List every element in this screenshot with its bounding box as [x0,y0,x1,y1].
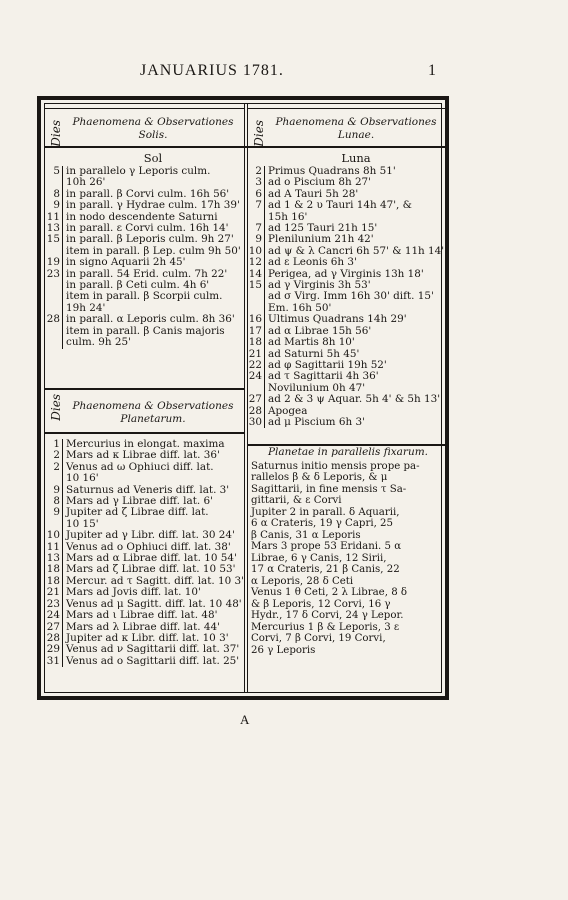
planetarum-entry: Mercur. ad τ Sagitt. diff. lat. 10 3' [66,575,244,587]
sol-row [45,223,244,234]
fixarum-block [251,447,445,656]
planetarum-row [45,542,244,553]
luna-row [247,337,447,348]
sol-row [45,257,244,268]
luna-day: 14 [247,269,265,280]
luna-entry: ad 1 & 2 υ Tauri 14h 47', & [268,200,412,212]
planetarum-day: 21 [45,587,63,598]
planetarum-entry: Mars ad Jovis diff. lat. 10' [66,587,201,599]
luna-entry: Em. 16h 50' [268,302,332,314]
planetarum-row [45,644,244,655]
planetarum-row [45,564,244,575]
luna-day: 15 [247,280,265,291]
luna-entry: ad Saturni 5h 45' [268,348,360,360]
luna-entry: 15h 16' [268,211,308,223]
sol-heading: Phaenomena & Observationes Solis. [72,116,234,141]
sol-day: 19 [45,257,63,268]
sol-row [45,189,244,200]
rule-top-right [247,108,447,109]
planetarum-entry: Mars ad λ Librae diff. lat. 44' [66,621,220,633]
luna-row [247,280,447,291]
planetarum-row [45,610,244,621]
fixarum-line: Venus 1 θ Ceti, 2 λ Librae, 8 δ [251,587,408,598]
luna-row [247,234,447,245]
luna-row [247,189,447,200]
planetarum-day: 31 [45,656,63,667]
planetarum-row [45,473,244,484]
column-divider [244,104,245,692]
fixarum-line: Sagittarii, in fine mensis τ Sa- [251,483,407,495]
planetarum-day: 18 [45,576,63,587]
planetarum-entry: Mars ad ζ Librae diff. lat. 10 53' [66,564,236,576]
luna-day: 6 [247,189,265,200]
luna-entry: ad α Librae 15h 56' [268,325,372,337]
luna-entry: ad ε Leonis 6h 3' [268,257,357,269]
luna-row [247,326,447,337]
luna-day: 10 [247,246,265,257]
planetarum-day: 28 [45,633,63,644]
sol-row [45,291,244,302]
sol-day [45,337,63,348]
sol-entry: in parallelo γ Leporis culm. [66,166,211,177]
planetarum-entry: Mars ad γ Librae diff. lat. 6' [66,496,213,508]
planetarum-day: 8 [45,496,63,507]
luna-row [247,394,447,405]
luna-entry: ad φ Sagittarii 19h 52' [268,359,387,371]
luna-day: 16 [247,314,265,325]
luna-day: 17 [247,326,265,337]
planetarum-entry: Saturnus ad Veneris diff. lat. 3' [66,484,230,496]
luna-day: 22 [247,360,265,371]
luna-entry: ad μ Piscium 6h 3' [268,416,365,428]
luna-entry: ad ψ & λ Cancri 6h 57' & 11h 14' [268,245,445,257]
luna-entry: ad 2 & 3 ψ Aquar. 5h 4' & 5h 13' [268,394,441,406]
planetarum-table [45,439,244,667]
planetarum-row [45,496,244,507]
luna-row [247,360,447,371]
sol-row [45,246,244,257]
sol-entry: in parall. 54 Erid. culm. 7h 22' [66,268,228,280]
sol-entry: in parall. ε Corvi culm. 16h 14' [66,223,229,235]
planetarum-row [45,622,244,633]
sol-row [45,269,244,280]
signature-mark: A [240,712,250,727]
planetarum-row [45,462,244,473]
fixarum-lines [251,461,445,657]
sol-day: 11 [45,212,63,223]
page-number: 1 [428,62,436,79]
planetarum-day: 1 [45,439,63,450]
sol-day [45,326,63,337]
dies-label-luna: Dies [252,120,266,147]
sol-row [45,200,244,211]
fixarum-line: & β Leporis, 12 Corvi, 16 γ [251,598,391,610]
sol-entry: in parall. β Leporis culm. 9h 27' [66,234,234,246]
sol-entry: in parall. β Corvi culm. 16h 56' [66,188,230,200]
planetarum-entry: Mars ad α Librae diff. lat. 10 54' [66,553,237,565]
planetarum-row [45,656,244,667]
luna-row [247,223,447,234]
table-inner-border [44,103,445,693]
sol-row [45,326,244,337]
luna-entry: Apogea [268,405,308,417]
page-title: JANUARIUS 1781. [140,62,284,79]
luna-day [247,291,265,302]
luna-entry: Ultimus Quadrans 14h 29' [268,314,407,326]
sol-entry: 10h 26' [66,177,106,189]
luna-row [247,177,447,188]
luna-entry: ad γ Virginis 3h 53' [268,280,371,292]
planetarum-entry: Venus ad ο Sagittarii diff. lat. 25' [66,655,240,667]
planetarum-entry: 10 16' [66,473,99,485]
sol-day: 28 [45,314,63,325]
luna-row [247,349,447,360]
fixarum-line: Saturnus initio mensis prope pa- [251,460,420,472]
sol-row [45,212,244,223]
sol-day: 5 [45,166,63,177]
planetarum-entry: Mars ad κ Librae diff. lat. 36' [66,450,220,462]
luna-entry: ad Martis 8h 10' [268,337,355,349]
luna-row [247,314,447,325]
planetarum-day: 9 [45,485,63,496]
planetarum-day: 29 [45,644,63,655]
fixarum-line: Librae, 6 γ Canis, 12 Sirii, [251,552,387,564]
planetarum-day [45,473,63,484]
luna-entry: ad ο Piscium 8h 27' [268,177,372,189]
planetarum-entry: Mercurius in elongat. maxima [66,439,225,450]
luna-subheading: Luna [341,151,371,165]
luna-heading: Phaenomena & Observationes Lunae. [275,116,437,141]
planetarum-entry: Mars ad ι Librae diff. lat. 48' [66,610,218,622]
planetarum-row [45,450,244,461]
sol-entry: 19h 24' [66,302,106,314]
sol-row [45,314,244,325]
sol-day: 13 [45,223,63,234]
luna-row [247,269,447,280]
planetarum-row [45,530,244,541]
dies-label-planetarum: Dies [49,394,63,421]
planetarum-entry: Venus ad ω Ophiuci diff. lat. [66,461,214,473]
fixarum-line: Mercurius 1 β & Leporis, 3 ε [251,621,400,633]
luna-entry: ad 125 Tauri 21h 15' [268,223,378,235]
sol-row [45,337,244,348]
luna-day: 27 [247,394,265,405]
luna-entry: ad A Tauri 5h 28' [268,188,359,200]
planetarum-heading: Phaenomena & Observationes Planetarum. [72,400,234,425]
sol-entry: in nodo descendente Saturni [66,211,218,223]
luna-day: 2 [247,166,265,177]
fixarum-line: gittarii, & ε Corvi [251,495,342,506]
fixarum-line: Jupiter 2 in parall. δ Aquarii, [251,506,400,518]
planetarum-entry: 10 15' [66,518,99,530]
planetarum-entry: Jupiter ad ζ Librae diff. lat. [66,507,209,519]
sol-day: 23 [45,269,63,280]
sol-entry: in signo Aquarii 2h 45' [66,257,186,269]
sol-day: 9 [45,200,63,211]
luna-day: 7 [247,200,265,211]
fixarum-line: 6 α Crateris, 19 γ Capri, 25 [251,518,394,529]
sol-row [45,177,244,188]
fixarum-heading: Planetae in parallelis fixarum. [267,446,429,458]
planetarum-row [45,576,244,587]
luna-day: 12 [247,257,265,268]
planetarum-entry: Venus ad ν Sagittarii diff. lat. 37' [66,644,240,656]
sol-entry: item in parall. β Lep. culm 9h 50' [66,245,241,257]
sol-row [45,234,244,245]
luna-row [247,212,447,223]
sol-entry: item in parall. β Canis majoris [66,325,225,337]
sol-day [45,291,63,302]
planetarum-day: 27 [45,622,63,633]
planetarum-day: 18 [45,564,63,575]
fixarum-line: 17 α Crateris, 21 β Canis, 22 [251,564,400,575]
planetarum-day: 2 [45,462,63,473]
planetarum-row [45,507,244,518]
luna-day: 21 [247,349,265,360]
luna-row [247,371,447,382]
luna-day: 24 [247,371,265,382]
luna-row [247,406,447,417]
dies-label-sol: Dies [49,120,63,147]
sol-entry: in parall. γ Hydrae culm. 17h 39' [66,200,240,212]
luna-day: 30 [247,417,265,428]
planetarum-row [45,633,244,644]
sol-day: 8 [45,189,63,200]
sol-row [45,303,244,314]
planetarum-row [45,587,244,598]
planetarum-row [45,599,244,610]
planetarum-entry: Venus ad μ Sagitt. diff. lat. 10 48' [66,598,242,610]
luna-entry: Novilunium 0h 47' [268,382,366,394]
luna-day: 3 [247,177,265,188]
planetarum-entry: Jupiter ad γ Libr. diff. lat. 30 24' [66,530,235,542]
luna-row [247,166,447,177]
sol-row [45,280,244,291]
luna-row [247,200,447,211]
luna-row [247,417,447,428]
fixarum-line: α Leporis, 28 δ Ceti [251,575,354,587]
luna-row [247,257,447,268]
planetarum-day: 24 [45,610,63,621]
luna-table [247,139,447,428]
rule-planetarum-under [45,432,244,434]
planetarum-row [45,553,244,564]
sol-entry: culm. 9h 25' [66,337,131,349]
luna-entry: Perigea, ad γ Virginis 13h 18' [268,268,424,280]
planetarum-day: 10 [45,530,63,541]
fixarum-line: 26 γ Leporis [251,644,316,656]
sol-row [45,166,244,177]
fixarum-line: Hydr., 17 δ Corvi, 24 γ Lepor. [251,610,404,621]
luna-entry: ad σ Virg. Imm 16h 30' dift. 15' [268,291,434,303]
luna-day: 9 [247,234,265,245]
fixarum-line: β Canis, 31 α Leporis [251,529,361,541]
sol-subheading: Sol [143,151,163,165]
sol-entry: in parall. β Ceti culm. 4h 6' [66,280,210,292]
luna-day: 28 [247,406,265,417]
luna-entry: ad τ Sagittarii 4h 36' [268,371,379,383]
luna-row [247,246,447,257]
planetarum-row [45,439,244,450]
page-header [0,62,568,84]
rule-planetarum-top [45,388,244,390]
fixarum-line: Corvi, 7 β Corvi, 19 Corvi, [251,633,386,644]
rule-top-left [45,108,244,109]
luna-entry: Plenilunium 21h 42' [268,234,374,246]
planetarum-day: 9 [45,507,63,518]
luna-row [247,303,447,314]
sol-day: 15 [45,234,63,245]
luna-day: 18 [247,337,265,348]
planetarum-row [45,519,244,530]
planetarum-day: 13 [45,553,63,564]
planetarum-entry: Jupiter ad κ Libr. diff. lat. 10 3' [66,632,229,644]
planetarum-day: 23 [45,599,63,610]
planetarum-day: 2 [45,450,63,461]
planetarum-row [45,485,244,496]
fixarum-line: Mars 3 prope 53 Eridani. 5 α [251,541,402,552]
planetarum-entry: Venus ad ο Ophiuci diff. lat. 38' [66,541,231,553]
sol-table [45,166,244,349]
luna-day: 7 [247,223,265,234]
sol-day [45,280,63,291]
sol-entry: item in parall. β Scorpii culm. [66,291,223,303]
fixarum-line: rallelos β & δ Leporis, & μ [251,472,388,483]
sol-entry: in parall. α Leporis culm. 8h 36' [66,314,235,326]
luna-row [247,383,447,394]
planetarum-day: 11 [45,542,63,553]
luna-entry: Primus Quadrans 8h 51' [268,166,396,177]
luna-row [247,291,447,302]
table-frame [37,96,449,700]
